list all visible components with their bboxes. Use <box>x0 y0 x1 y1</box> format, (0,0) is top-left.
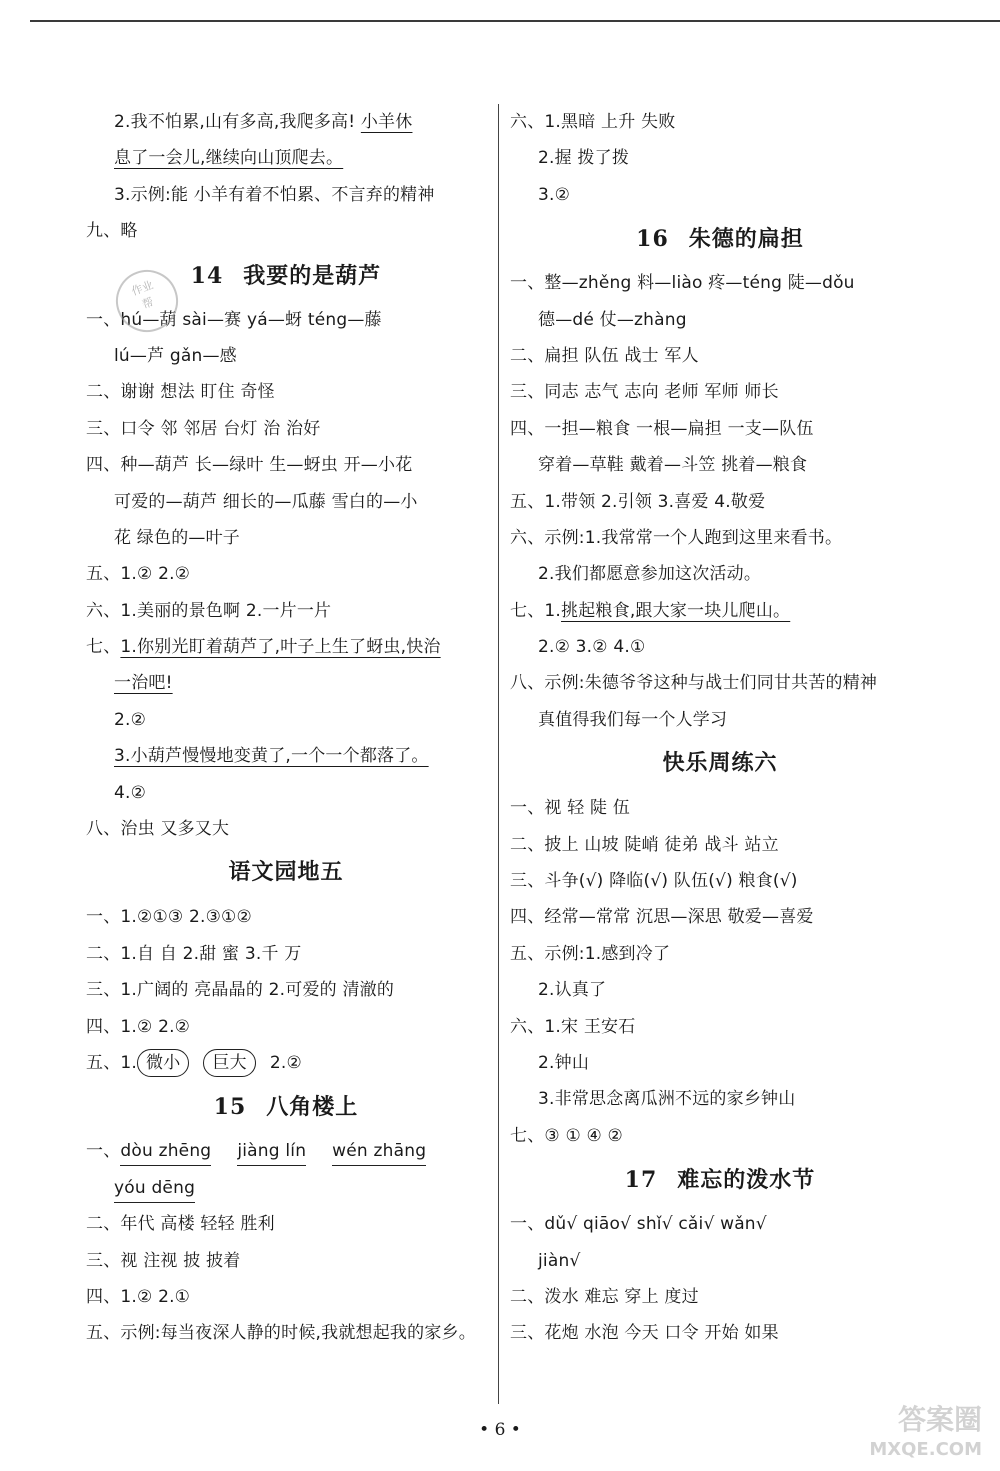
answer-text: 一、1.②①③ 2.③①② <box>86 907 252 928</box>
answer-text: 3.非常思念离瓜洲不远的家乡钟山 <box>538 1089 796 1110</box>
answer-text: 八、治虫 又多又大 <box>86 819 230 840</box>
answer-text: 2.② <box>269 1052 302 1073</box>
answer-line <box>510 1206 930 1242</box>
section-heading <box>86 1081 486 1133</box>
answer-line <box>86 1315 486 1351</box>
answer-text: 一、整—zhěng 料—liào 疼—téng 陡—dǒu <box>510 273 855 294</box>
answer-text: 五、1.带领 2.引领 3.喜爱 4.敬爱 <box>510 491 766 512</box>
answer-line <box>86 556 486 592</box>
answer-text: 七、③ ① ④ ② <box>510 1125 623 1146</box>
answer-text: 四、1.② 2.② <box>86 1016 191 1037</box>
answer-line <box>86 213 486 249</box>
answer-text: 四、种—葫芦 长—绿叶 生—蚜虫 开—小花 <box>86 455 413 476</box>
answer-line <box>86 738 486 774</box>
lesson-title: 朱德的扁担 <box>688 227 804 253</box>
answer-line <box>510 1009 930 1045</box>
watermark-line: MXQE.COM <box>869 1439 982 1460</box>
answer-text: 2.② 3.② 4.① <box>538 637 646 658</box>
answer-text: 三、视 注视 披 披着 <box>86 1250 241 1271</box>
answer-text: jiàn√ <box>538 1250 581 1271</box>
top-rule <box>30 20 1000 22</box>
answer-line <box>86 702 486 738</box>
answer-text: 二、谢谢 想法 盯住 奇怪 <box>86 382 275 403</box>
answer-line <box>86 177 486 213</box>
answer-line <box>86 1243 486 1279</box>
pinyin-answer: wén zhāng <box>332 1137 426 1166</box>
answer-text: 七、 <box>86 637 121 658</box>
answer-line <box>86 411 486 447</box>
lesson-title: 难忘的泼水节 <box>677 1168 816 1194</box>
answer-line <box>86 374 486 410</box>
answer-line <box>86 484 486 520</box>
section-heading <box>510 213 930 265</box>
underlined-answer: 挑起粮食,跟大家一块儿爬山。 <box>561 600 791 621</box>
answer-text: 2.认真了 <box>538 980 607 1001</box>
underlined-answer: 一治吧! <box>114 673 173 694</box>
answer-text: 二、披上 山坡 陡峭 徒弟 战斗 站立 <box>510 834 779 855</box>
answer-text: 四、1.② 2.① <box>86 1286 191 1307</box>
answer-line <box>510 484 930 520</box>
answer-line <box>510 790 930 826</box>
answer-text: 八、示例:朱德爷爷这种与战士们同甘共苦的精神 <box>510 673 878 694</box>
lesson-title: 我要的是葫芦 <box>243 263 382 289</box>
answer-line <box>86 104 486 140</box>
answer-line <box>510 1279 930 1315</box>
stamp-line: 帮 <box>140 295 156 312</box>
answer-text: 一、dǔ√ qiāo√ shǐ√ cǎi√ wǎn√ <box>510 1214 767 1235</box>
answer-text: 五、1.② 2.② <box>86 564 191 585</box>
section-heading <box>510 1154 930 1206</box>
answer-text: 德—dé 仗—zhàng <box>538 309 687 330</box>
pinyin-answer: dòu zhēng <box>120 1137 211 1166</box>
answer-line <box>510 556 930 592</box>
answer-line <box>510 520 930 556</box>
circled-word: 微小 <box>137 1049 189 1077</box>
answer-text: 二、年代 高楼 轻轻 胜利 <box>86 1214 275 1235</box>
answer-text: 四、一担—粮食 一根—扁担 一支—队伍 <box>510 418 814 439</box>
underlined-answer: 3.小葫芦慢慢地变黄了,一个一个都落了。 <box>114 746 429 767</box>
answer-line <box>510 1118 930 1154</box>
answer-text: 三、同志 志气 志向 老师 军师 师长 <box>510 382 779 403</box>
answer-line <box>510 863 930 899</box>
answer-line <box>510 972 930 1008</box>
answer-line <box>86 520 486 556</box>
answer-text: lú—芦 gǎn—感 <box>114 345 237 366</box>
answer-text: 一、 <box>86 1141 121 1162</box>
answer-line <box>510 593 930 629</box>
answer-line <box>510 411 930 447</box>
answer-line <box>86 1045 486 1081</box>
answer-line <box>86 447 486 483</box>
answer-text: 五、1. <box>86 1052 138 1073</box>
answer-line <box>86 665 486 701</box>
underlined-answer: 息了一会儿,继续向山顶爬去。 <box>114 148 344 169</box>
underlined-answer: 1.你别光盯着葫芦了,叶子上生了蚜虫,快治 <box>120 637 441 658</box>
answer-text: 五、示例:1.感到冷了 <box>510 943 671 964</box>
answer-text: 二、扁担 队伍 战士 军人 <box>510 345 699 366</box>
answer-line <box>510 338 930 374</box>
answer-line <box>86 140 486 176</box>
answer-line <box>86 1133 486 1169</box>
section-heading <box>510 738 930 790</box>
answer-text: 四、经常—常常 沉思—深思 敬爱—喜爱 <box>510 907 814 928</box>
answer-line <box>510 302 930 338</box>
lesson-number: 15 <box>213 1094 247 1121</box>
right-column <box>510 104 930 1352</box>
answer-line <box>510 827 930 863</box>
answer-line <box>86 629 486 665</box>
answer-text: 穿着—草鞋 戴着—斗笠 挑着—粮食 <box>538 455 808 476</box>
lesson-title: 快乐周练六 <box>662 751 778 777</box>
answer-line <box>510 140 930 176</box>
answer-line <box>86 1206 486 1242</box>
answer-text: 六、1.宋 王安石 <box>510 1016 636 1037</box>
answer-line <box>510 1045 930 1081</box>
answer-text: 4.② <box>114 782 147 803</box>
section-heading <box>86 847 486 899</box>
lesson-number: 16 <box>636 226 669 253</box>
answer-text: 二、泼水 难忘 穿上 度过 <box>510 1286 699 1307</box>
answer-line <box>86 899 486 935</box>
answer-text: 六、1.黑暗 上升 失败 <box>510 112 676 132</box>
answer-text: 2.握 拨了拨 <box>538 148 630 169</box>
circled-word: 巨大 <box>203 1049 255 1077</box>
answer-text: 2.② <box>114 709 147 730</box>
answer-line <box>510 1315 930 1351</box>
answer-line <box>510 936 930 972</box>
answer-line <box>510 1081 930 1117</box>
answer-line <box>510 177 930 213</box>
pinyin-answer: jiàng lín <box>237 1137 306 1166</box>
answer-line <box>86 593 486 629</box>
lesson-title: 语文园地五 <box>228 860 344 886</box>
answer-line <box>510 374 930 410</box>
answer-text: 三、斗争(√) 降临(√) 队伍(√) 粮食(√) <box>510 871 798 892</box>
page-number: • 6 • <box>479 1420 521 1440</box>
answer-line <box>510 702 930 738</box>
lesson-number: 17 <box>624 1167 658 1194</box>
answer-line <box>86 811 486 847</box>
answer-line <box>86 936 486 972</box>
answer-line <box>86 1170 486 1206</box>
answer-text: 3.示例:能 小羊有着不怕累、不言弃的精神 <box>114 184 435 205</box>
answer-text: 二、1.自 自 2.甜 蜜 3.千 万 <box>86 943 302 964</box>
answer-line <box>510 265 930 301</box>
answer-text: 2.我不怕累,山有多高,我爬多高! <box>114 112 356 132</box>
answer-text: 六、示例:1.我常常一个人跑到这里来看书。 <box>510 527 843 548</box>
answer-line <box>86 338 486 374</box>
underlined-answer: 小羊休 <box>360 112 413 132</box>
answer-text: 3.② <box>538 184 571 205</box>
answer-text: 2.钟山 <box>538 1052 590 1073</box>
answer-line <box>86 972 486 1008</box>
answer-line <box>510 665 930 701</box>
answer-text: 2.我们都愿意参加这次活动。 <box>538 564 762 585</box>
pinyin-answer: yóu dēng <box>114 1174 195 1203</box>
answer-text: 可爱的—葫芦 细长的—瓜藤 雪白的—小 <box>114 491 418 512</box>
answer-text: 三、花炮 水泡 今天 口令 开始 如果 <box>510 1323 779 1344</box>
answer-line <box>86 1279 486 1315</box>
site-watermark <box>869 1405 982 1465</box>
answer-text: 六、1.美丽的景色啊 2.一片一片 <box>86 600 332 621</box>
answer-text: 三、口令 邻 邻居 台灯 治 治好 <box>86 418 321 439</box>
answer-text: 三、1.广阔的 亮晶晶的 2.可爱的 清澈的 <box>86 980 395 1001</box>
answer-text: 五、示例:每当夜深人静的时候,我就想起我的家乡。 <box>86 1323 476 1344</box>
answer-text: 真值得我们每一个人学习 <box>538 709 728 730</box>
answer-line <box>86 1009 486 1045</box>
lesson-number: 14 <box>190 262 224 289</box>
answer-text: 花 绿色的—叶子 <box>114 527 241 548</box>
watermark-line: 答案圈 <box>897 1403 982 1436</box>
answer-text: 一、视 轻 陡 伍 <box>510 798 631 819</box>
answer-line <box>86 775 486 811</box>
answer-text: 一、hú—葫 sài—赛 yá—蚜 téng—藤 <box>86 309 382 330</box>
answer-line <box>510 629 930 665</box>
answer-line <box>510 899 930 935</box>
stamp-line: 作业 <box>129 278 155 299</box>
answer-line <box>510 447 930 483</box>
column-divider <box>498 104 499 1404</box>
lesson-title: 八角楼上 <box>266 1095 359 1121</box>
answer-text: 九、略 <box>86 221 138 242</box>
answer-line <box>510 1243 930 1279</box>
answer-text: 七、1. <box>510 600 562 621</box>
answer-line <box>510 104 930 140</box>
